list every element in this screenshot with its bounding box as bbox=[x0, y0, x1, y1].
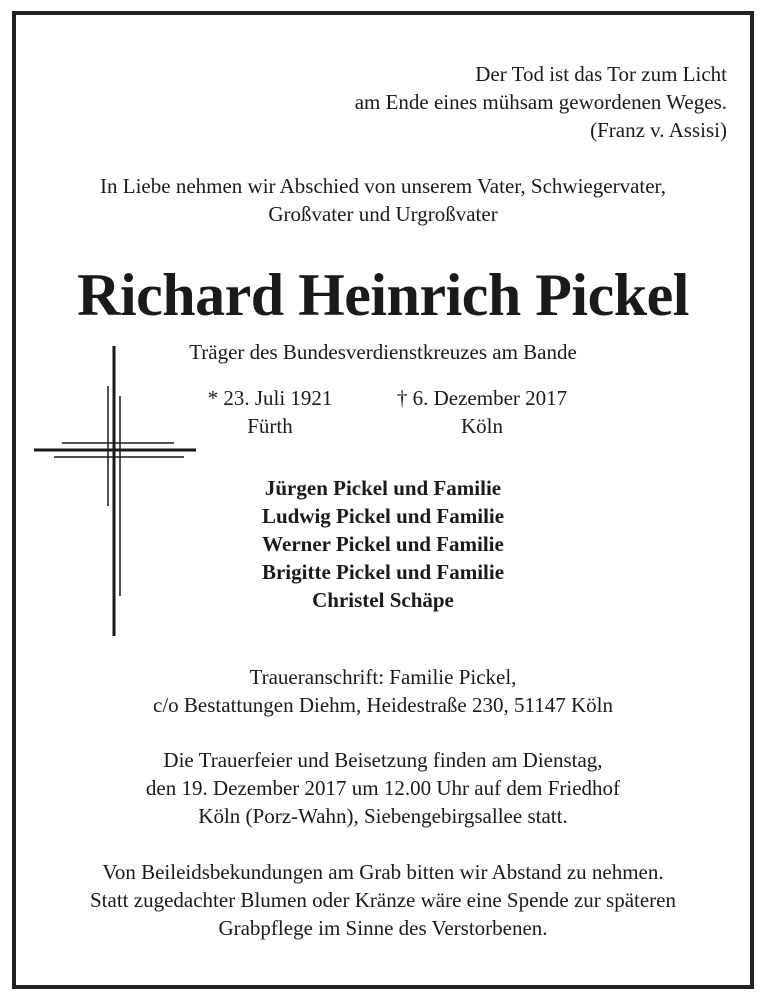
mourner-item: Jürgen Pickel und Familie bbox=[264, 476, 502, 500]
intro-line-2: Großvater und Urgroßvater bbox=[268, 202, 498, 226]
death-place: Köln bbox=[461, 414, 503, 438]
closing-line-1: Von Beileidsbekundungen am Grab bitten wir Abstand zu nehmen. bbox=[102, 860, 664, 884]
quote-attribution: (Franz v. Assisi) bbox=[590, 118, 727, 142]
closing-request bbox=[0, 858, 766, 942]
death-info bbox=[366, 384, 598, 440]
deceased-name: Richard Heinrich Pickel bbox=[77, 262, 689, 328]
mourner-item: Christel Schäpe bbox=[312, 588, 454, 612]
mourner-item: Ludwig Pickel und Familie bbox=[261, 504, 505, 528]
ceremony-line-3: Köln (Porz-Wahn), Siebengebirgsallee statt. bbox=[198, 804, 568, 828]
intro-line-1: In Liebe nehmen wir Abschied von unserem Vater, Schwiegervater, bbox=[100, 174, 666, 198]
address-line-1: Traueranschrift: Familie Pickel, bbox=[249, 665, 517, 689]
birth-date: * 23. Juli 1921 bbox=[207, 386, 333, 410]
closing-line-2: Statt zugedachter Blumen oder Kränze wäre eine Spende zur späteren bbox=[90, 888, 676, 912]
address-line-2: c/o Bestattungen Diehm, Heidestraße 230, 51147 Köln bbox=[153, 693, 613, 717]
mourner-item: Werner Pickel und Familie bbox=[262, 532, 504, 556]
closing-line-3: Grabpflege im Sinne des Verstorbenen. bbox=[218, 916, 548, 940]
mourning-address bbox=[0, 663, 766, 719]
birth-info bbox=[190, 384, 350, 440]
ceremony-line-1: Die Trauerfeier und Beisetzung finden am Dienstag, bbox=[163, 748, 603, 772]
mourner-item: Brigitte Pickel und Familie bbox=[261, 560, 505, 584]
ceremony-line-2: den 19. Dezember 2017 um 12.00 Uhr auf dem Friedhof bbox=[145, 776, 621, 800]
quote-line-2: am Ende eines mühsam gewordenen Weges. bbox=[354, 90, 727, 114]
epigraph-quote bbox=[355, 60, 727, 144]
mourners-list bbox=[0, 474, 766, 614]
death-date: † 6. Dezember 2017 bbox=[396, 386, 568, 410]
intro-text bbox=[0, 172, 766, 228]
quote-line-1: Der Tod ist das Tor zum Licht bbox=[475, 62, 727, 86]
birth-place: Fürth bbox=[247, 414, 293, 438]
deceased-honor: Träger des Bundesverdienstkreuzes am Bande bbox=[189, 340, 577, 364]
funeral-details bbox=[0, 746, 766, 830]
